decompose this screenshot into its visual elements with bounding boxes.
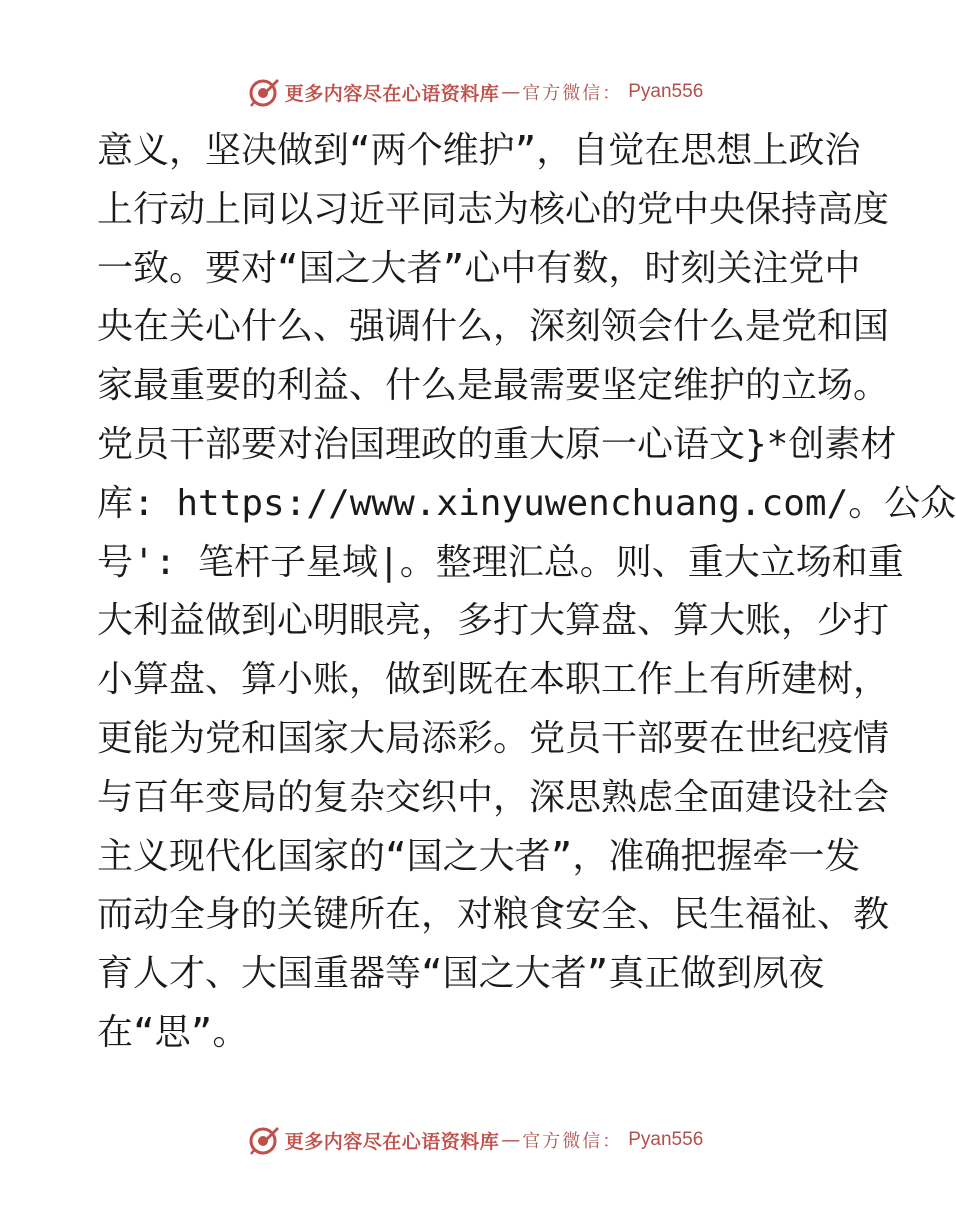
body-line: 央在关心什么、强调什么，深刻领会什么是党和国 [97, 306, 890, 348]
watermark-dash: — [501, 81, 521, 103]
body-line: 大利益做到心明眼亮，多打大算盘、算大账，少打 [97, 600, 890, 642]
body-line: 意义，坚决做到“两个维护”，自觉在思想上政治 [97, 130, 861, 171]
body-line: 库: https://www.xinyuwenchuang.com/。公众 [97, 482, 956, 524]
body-line: 党员干部要对治国理政的重大原一心语文}*创素材 [97, 423, 897, 465]
watermark-wechat-id: Pyan556 [628, 1129, 704, 1150]
watermark-main-text: 更多内容尽在心语资料库 [284, 82, 500, 105]
quill-logo-icon [247, 75, 281, 109]
body-line: 更能为党和国家大局添彩。党员干部要在世纪疫情 [97, 717, 890, 759]
watermark-wechat-label: 官方微信： [522, 1131, 623, 1152]
header-watermark [0, 72, 950, 112]
body-line: 家最重要的利益、什么是最需要坚定维护的立场。 [97, 365, 890, 407]
body-line: 在“思”。 [97, 1011, 249, 1053]
body-line: 与百年变局的复杂交织中，深思熟虑全面建设社会 [97, 776, 890, 818]
body-line: 号': 笔杆子星域|。整理汇总。则、重大立场和重 [97, 541, 904, 583]
watermark-main-text: 更多内容尽在心语资料库 [284, 1130, 500, 1153]
body-line: 而动全身的关键所在，对粮食安全、民生福祉、教 [97, 894, 890, 936]
footer-watermark [0, 1120, 950, 1160]
body-line: 育人才、大国重器等“国之大者”真正做到夙夜 [97, 953, 825, 995]
body-line: 一致。要对“国之大者”心中有数，时刻关注党中 [97, 247, 861, 289]
watermark-wechat-label: 官方微信： [522, 83, 623, 104]
watermark-dash: — [501, 1129, 521, 1151]
body-line: 主义现代化国家的“国之大者”，准确把握牵一发 [97, 835, 861, 877]
quill-logo-icon [247, 1123, 281, 1157]
body-line: 小算盘、算小账，做到既在本职工作上有所建树， [97, 659, 890, 701]
document-body [97, 122, 956, 1063]
watermark-wechat-id: Pyan556 [628, 81, 704, 102]
body-line: 上行动上同以习近平同志为核心的党中央保持高度 [97, 188, 890, 230]
